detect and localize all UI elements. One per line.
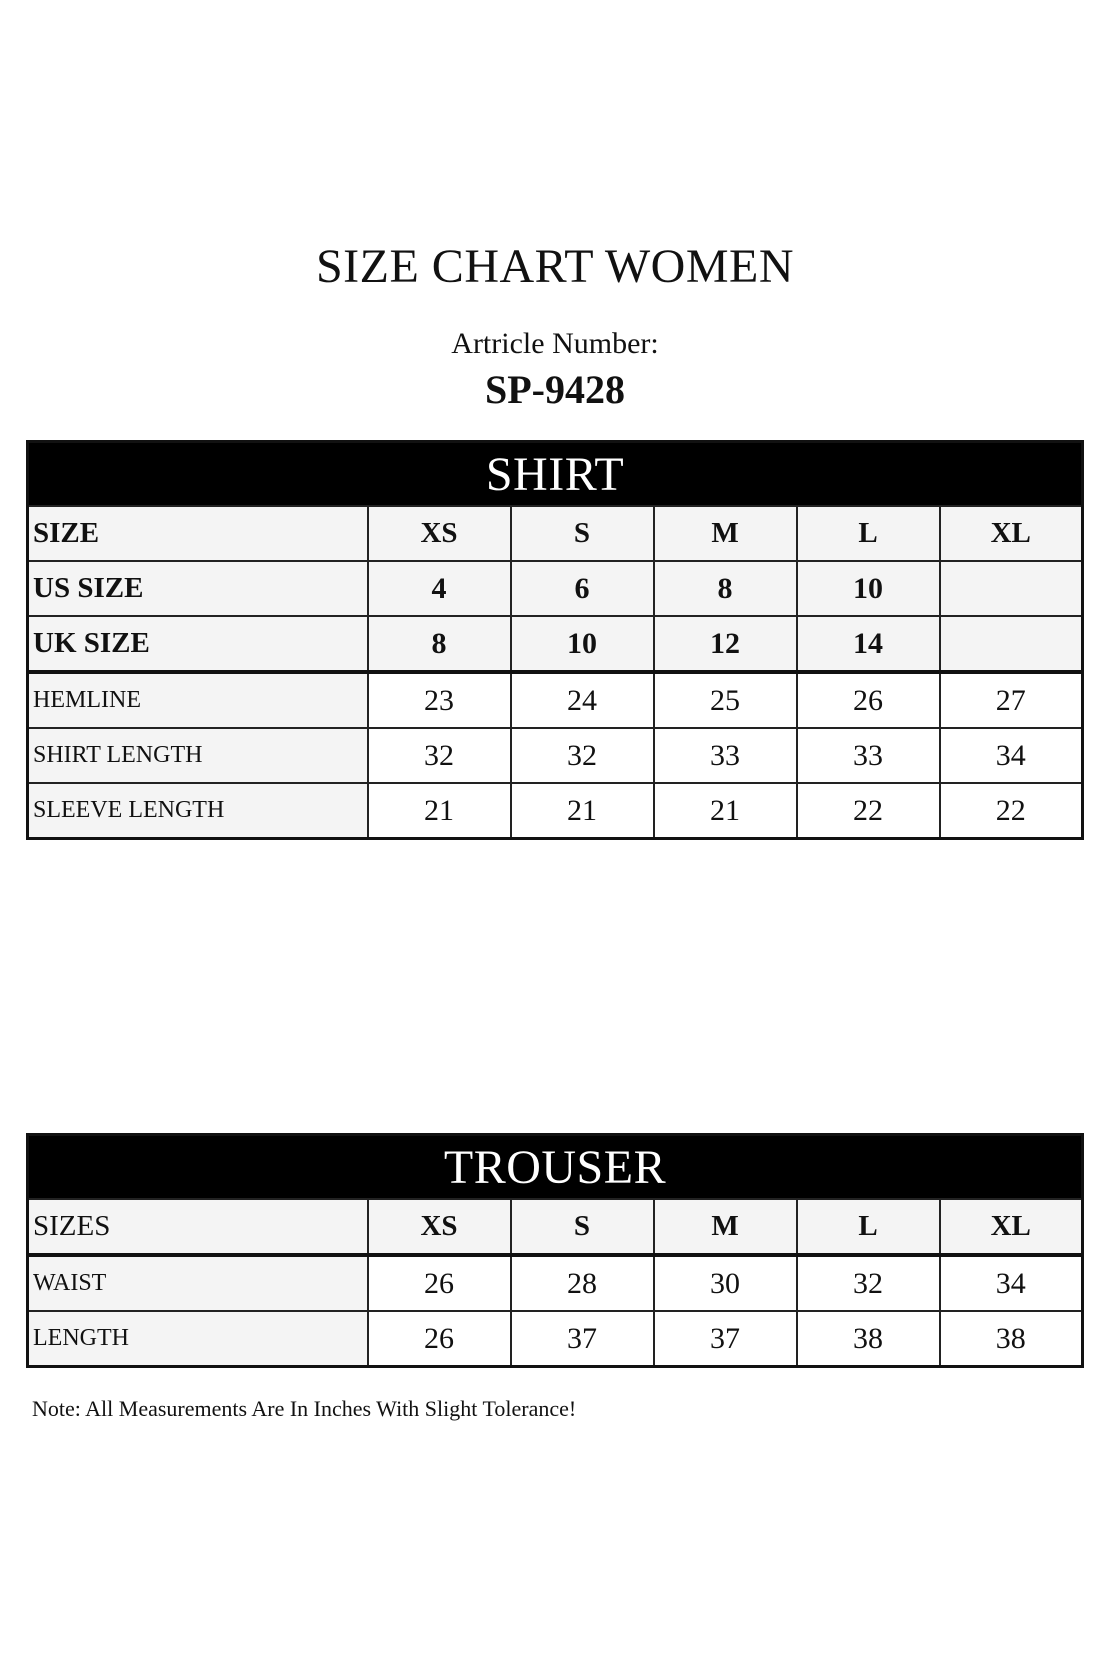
measurement-cell: 21 — [368, 783, 511, 839]
shirt-size-row — [28, 506, 1083, 561]
size-cell: M — [654, 1199, 797, 1255]
size-cell: S — [511, 1199, 654, 1255]
row-label: SLEEVE LENGTH — [28, 783, 368, 839]
row-label: WAIST — [28, 1255, 368, 1311]
measurement-cell: 38 — [797, 1311, 940, 1367]
size-cell: M — [654, 506, 797, 561]
shirt-section-header: SHIRT — [28, 442, 1083, 507]
measurement-cell: 26 — [797, 672, 940, 728]
uk-size-cell: 8 — [368, 616, 511, 672]
measurement-cell: 22 — [940, 783, 1083, 839]
trouser-size-row — [28, 1199, 1083, 1255]
size-cell: L — [797, 506, 940, 561]
trouser-section-header: TROUSER — [28, 1135, 1083, 1200]
measurement-cell: 37 — [511, 1311, 654, 1367]
shirt-size-table — [26, 440, 1084, 840]
article-number-label: Artricle Number: — [451, 327, 659, 360]
size-cell: L — [797, 1199, 940, 1255]
measurement-cell: 32 — [511, 728, 654, 783]
table-row — [28, 728, 1083, 783]
uk-size-cell: 12 — [654, 616, 797, 672]
row-label: US SIZE — [28, 561, 368, 616]
shirt-uk-size-row — [28, 616, 1083, 672]
row-label: HEMLINE — [28, 672, 368, 728]
shirt-us-size-row — [28, 561, 1083, 616]
us-size-cell — [940, 561, 1083, 616]
page-title: SIZE CHART WOMEN — [315, 240, 794, 293]
us-size-cell: 10 — [797, 561, 940, 616]
measurement-cell: 24 — [511, 672, 654, 728]
measurement-cell: 26 — [368, 1255, 511, 1311]
uk-size-cell: 14 — [797, 616, 940, 672]
measurement-cell: 30 — [654, 1255, 797, 1311]
measurement-cell: 21 — [511, 783, 654, 839]
size-cell: XL — [940, 506, 1083, 561]
row-label: SIZES — [28, 1199, 368, 1255]
row-label: SHIRT LENGTH — [28, 728, 368, 783]
measurement-cell: 32 — [368, 728, 511, 783]
measurement-cell: 26 — [368, 1311, 511, 1367]
table-row — [28, 672, 1083, 728]
size-cell: XS — [368, 1199, 511, 1255]
measurement-cell: 28 — [511, 1255, 654, 1311]
measurement-cell: 32 — [797, 1255, 940, 1311]
table-row — [28, 1255, 1083, 1311]
measurement-cell: 34 — [940, 1255, 1083, 1311]
size-cell: XL — [940, 1199, 1083, 1255]
measurement-cell: 25 — [654, 672, 797, 728]
measurement-cell: 27 — [940, 672, 1083, 728]
measurement-cell: 33 — [654, 728, 797, 783]
row-label: UK SIZE — [28, 616, 368, 672]
size-cell: S — [511, 506, 654, 561]
trouser-size-table — [26, 1133, 1084, 1368]
measurement-cell: 34 — [940, 728, 1083, 783]
us-size-cell: 6 — [511, 561, 654, 616]
row-label: LENGTH — [28, 1311, 368, 1367]
table-row — [28, 1311, 1083, 1367]
measurement-cell: 38 — [940, 1311, 1083, 1367]
uk-size-cell: 10 — [511, 616, 654, 672]
row-label: SIZE — [28, 506, 368, 561]
measurement-cell: 21 — [654, 783, 797, 839]
article-number: SP-9428 — [485, 367, 625, 412]
measurement-cell: 33 — [797, 728, 940, 783]
measurement-cell: 22 — [797, 783, 940, 839]
us-size-cell: 4 — [368, 561, 511, 616]
measurement-note: Note: All Measurements Are In Inches With Slight Tolerance! — [32, 1396, 577, 1421]
measurement-cell: 37 — [654, 1311, 797, 1367]
measurement-cell: 23 — [368, 672, 511, 728]
uk-size-cell — [940, 616, 1083, 672]
size-cell: XS — [368, 506, 511, 561]
us-size-cell: 8 — [654, 561, 797, 616]
table-row — [28, 783, 1083, 839]
